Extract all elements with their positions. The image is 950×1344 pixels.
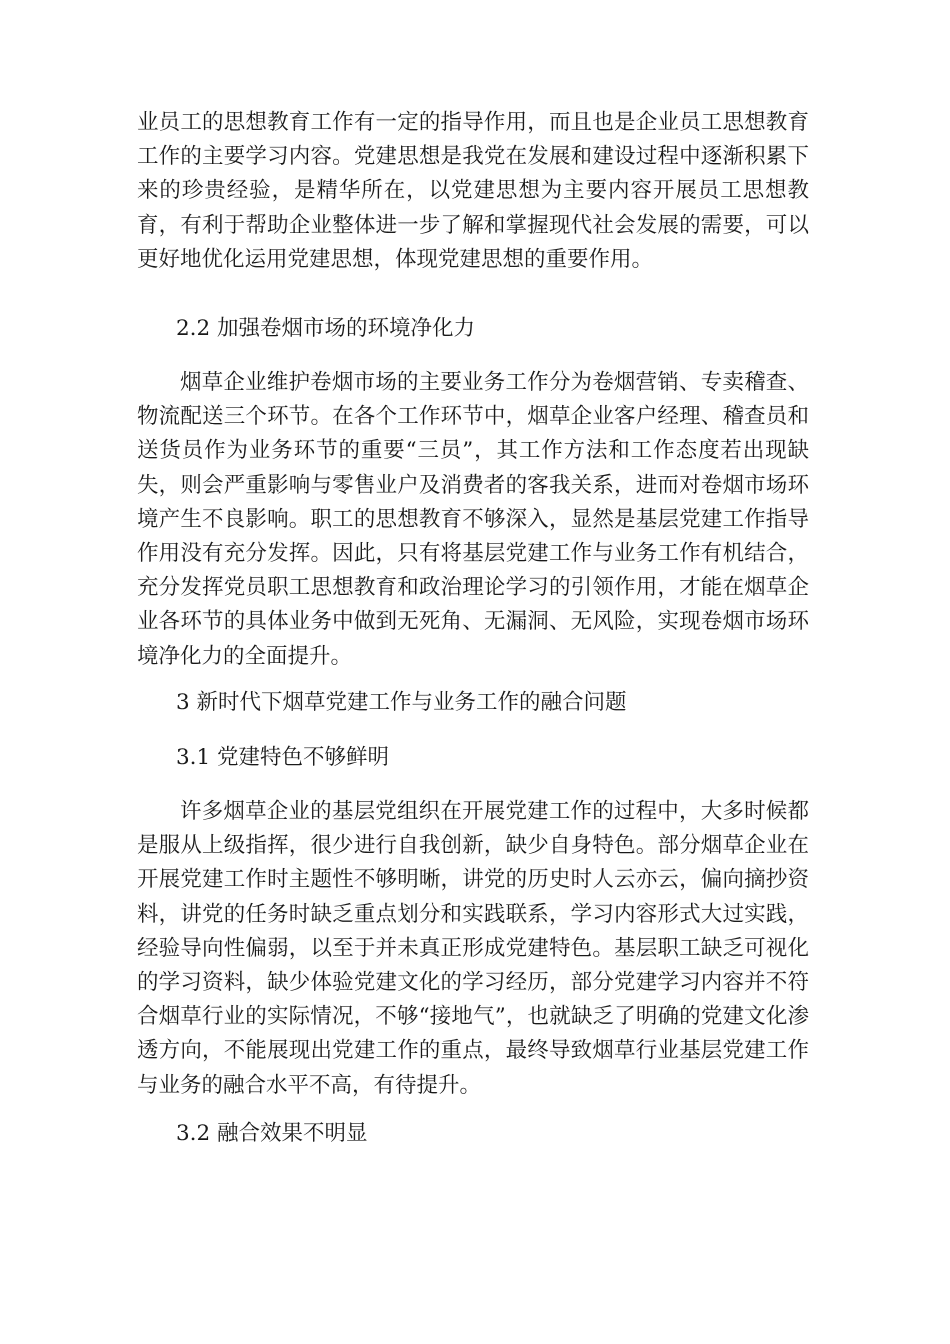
section-heading-3-1: 3.1 党建特色不够鲜明 (176, 745, 390, 770)
body-paragraph-market: 烟草企业维护卷烟市场的主要业务工作分为卷烟营销、专卖稽查、物流配送三个环节。在各个工作环节中，烟草企业客户经理、稽查员和送货员作为业务环节的重要“三员”，其工作方法和工作态度若出现缺失，则会严重影响与零售业户及消费者的客我关系，进而对卷烟市场环境产生不良影响。职工的思想教育不够深入，显然是基层党建工作指导作用没有充分发挥。因此，只有将基层党建工作与业务工作有机结合，充分发挥党员职工思想教育和政治理论学习的引领作用，才能在烟草企业各环节的具体业务中做到无死角、无漏洞、无风险，实现卷烟市场环境净化力的全面提升。 (137, 370, 809, 669)
section-heading-3: 3 新时代下烟草党建工作与业务工作的融合问题 (176, 690, 627, 715)
body-paragraph-party-features: 许多烟草企业的基层党组织在开展党建工作的过程中，大多时候都是服从上级指挥，很少进行自我创新，缺少自身特色。部分烟草企业在开展党建工作时主题性不够明晰，讲党的历史时人云亦云，偏向摘抄资料，讲党的任务时缺乏重点划分和实践联系，学习内容形式大过实践，经验导向性偏弱，以至于并未真正形成党建特色。基层职工缺乏可视化的学习资料，缺少体验党建文化的学习经历，部分党建学习内容并不符合烟草行业的实际情况，不够“接地气”，也就缺乏了明确的党建文化渗透方向，不能展现出党建工作的重点，最终导致烟草行业基层党建工作与业务的融合水平不高，有待提升。 (137, 799, 809, 1098)
body-paragraph-continuation: 业员工的思想教育工作有一定的指导作用，而且也是企业员工思想教育工作的主要学习内容。党建思想是我党在发展和建设过程中逐渐积累下来的珍贵经验，是精华所在，以党建思想为主要内容开展员工思想教育，有利于帮助企业整体进一步了解和掌握现代社会发展的需要，可以更好地优化运用党建思想，体现党建思想的重要作用。 (137, 110, 809, 272)
section-heading-3-2: 3.2 融合效果不明显 (176, 1121, 368, 1146)
section-heading-2-2: 2.2 加强卷烟市场的环境净化力 (176, 316, 476, 341)
